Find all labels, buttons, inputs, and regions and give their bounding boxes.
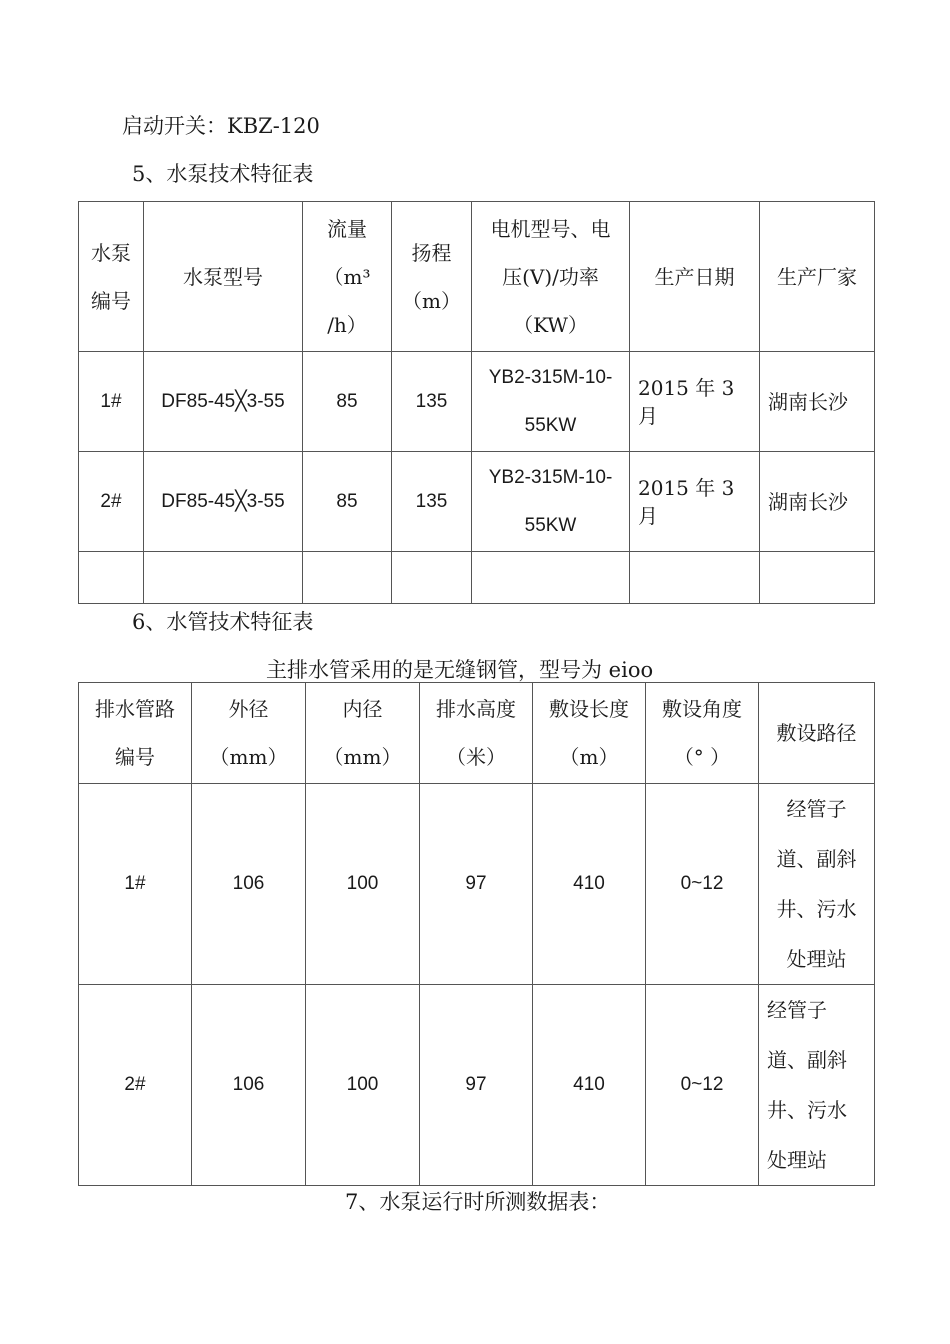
pump-maker: 湖南长沙 — [760, 452, 875, 552]
pump-model: DF85-45╳3-55 — [144, 452, 303, 552]
pump-motor: YB2-315M-10- 55KW — [472, 452, 630, 552]
pipe-height: 97 — [420, 985, 533, 1186]
pipe-route: 经管子 道、副斜 井、污水 处理站 — [759, 784, 875, 985]
pump-date: 2015 年 3 月 — [630, 452, 760, 552]
table-row — [79, 985, 875, 1186]
section5-title: 5、水泵技术特征表 — [132, 162, 314, 186]
section6-title: 6、水管技术特征表 — [132, 610, 314, 634]
pipe-header-row — [79, 683, 875, 784]
table-row-empty — [79, 552, 875, 604]
pump-motor: YB2-315M-10- 55KW — [472, 352, 630, 452]
header-date: 生产日期 — [630, 202, 760, 352]
header-motor: 电机型号、电 压(V)/功率 （KW） — [472, 202, 630, 352]
pipe-id: 2# — [79, 985, 192, 1186]
header-inner-diameter: 内径 （mm） — [306, 683, 420, 784]
header-lay-route: 敷设路径 — [759, 683, 875, 784]
pipe-height: 97 — [420, 784, 533, 985]
header-maker: 生产厂家 — [760, 202, 875, 352]
header-lay-length: 敷设长度 （m） — [533, 683, 646, 784]
pipe-id: 1# — [79, 784, 192, 985]
header-head: 扬程 （m） — [392, 202, 472, 352]
pump-head: 135 — [392, 452, 472, 552]
pipe-inner: 100 — [306, 784, 420, 985]
header-pump-id: 水泵 编号 — [79, 202, 144, 352]
header-flow: 流量 （m³ /h） — [303, 202, 392, 352]
pump-flow: 85 — [303, 452, 392, 552]
pump-id: 1# — [79, 352, 144, 452]
table-row — [79, 352, 875, 452]
pipe-note: 主排水管采用的是无缝钢管，型号为 eioo — [266, 658, 654, 682]
pipe-route: 经管子 道、副斜 井、污水 处理站 — [759, 985, 875, 1186]
pump-table — [78, 201, 875, 604]
header-lay-angle: 敷设角度 （° ） — [646, 683, 759, 784]
pipe-inner: 100 — [306, 985, 420, 1186]
pump-head: 135 — [392, 352, 472, 452]
table-row — [79, 452, 875, 552]
pipe-length: 410 — [533, 985, 646, 1186]
pump-id: 2# — [79, 452, 144, 552]
header-pipe-id: 排水管路 编号 — [79, 683, 192, 784]
pump-header-row — [79, 202, 875, 352]
pipe-angle: 0~12 — [646, 985, 759, 1186]
pipe-angle: 0~12 — [646, 784, 759, 985]
header-pump-model: 水泵型号 — [144, 202, 303, 352]
section7-title: 7、水泵运行时所测数据表： — [345, 1190, 611, 1214]
pipe-table — [78, 682, 875, 1186]
header-drain-height: 排水高度 （米） — [420, 683, 533, 784]
header-outer-diameter: 外径 （mm） — [192, 683, 306, 784]
pipe-length: 410 — [533, 784, 646, 985]
intro-line: 启动开关：KBZ-120 — [122, 114, 320, 138]
pump-date: 2015 年 3 月 — [630, 352, 760, 452]
pump-flow: 85 — [303, 352, 392, 452]
pipe-outer: 106 — [192, 784, 306, 985]
pump-maker: 湖南长沙 — [760, 352, 875, 452]
pump-model: DF85-45╳3-55 — [144, 352, 303, 452]
table-row — [79, 784, 875, 985]
pipe-outer: 106 — [192, 985, 306, 1186]
